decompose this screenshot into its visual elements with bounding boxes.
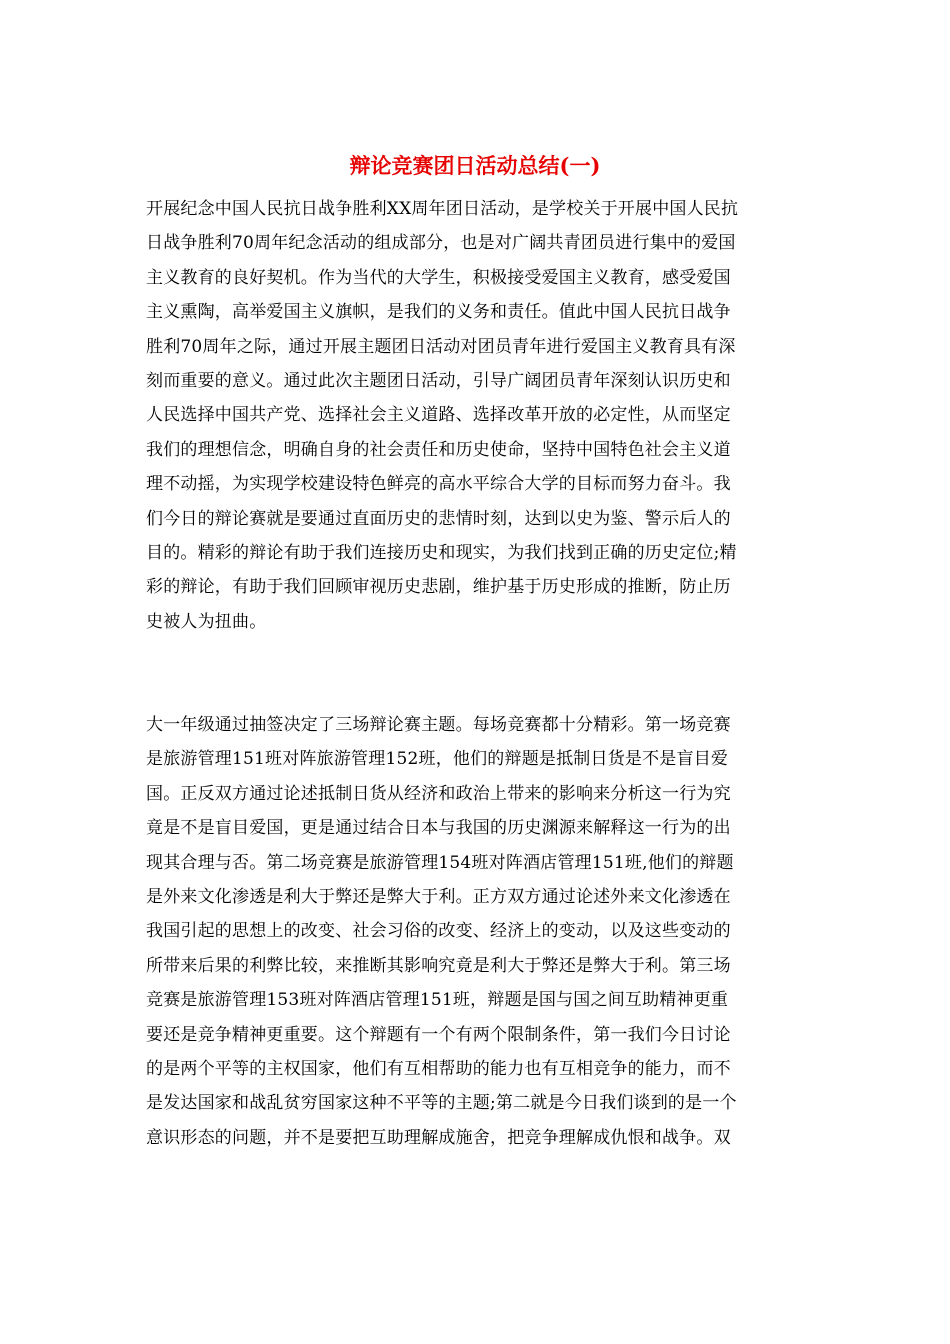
paragraph-line: 彩的辩论，有助于我们回顾审视历史悲剧，维护基于历史形成的推断，防止历 xyxy=(146,577,731,598)
paragraph-line: 竞赛是旅游管理153班对阵酒店管理151班，辩题是国与国之间互助精神更重 xyxy=(146,990,729,1011)
paragraph-line: 理不动摇，为实现学校建设特色鲜亮的高水平综合大学的目标而努力奋斗。我 xyxy=(146,474,731,495)
document-title: 辩论竞赛团日活动总结(一) xyxy=(349,153,601,178)
paragraph-line: 竟是不是盲目爱国，更是通过结合日本与我国的历史渊源来解释这一行为的出 xyxy=(146,818,731,839)
paragraph-line: 的是两个平等的主权国家，他们有互相帮助的能力也有互相竞争的能力，而不 xyxy=(146,1058,731,1079)
paragraph-line: 史被人为扭曲。 xyxy=(146,611,267,632)
paragraph-line: 主义教育的良好契机。作为当代的大学生，积极接受爱国主义教育，感受爱国 xyxy=(146,267,731,288)
paragraph-line: 意识形态的问题，并不是要把互助理解成施舍，把竞争理解成仇恨和战争。双 xyxy=(146,1127,731,1148)
paragraph-line: 开展纪念中国人民抗日战争胜利XX周年团日活动，是学校关于开展中国人民抗 xyxy=(146,199,739,219)
paragraph-line: 是外来文化渗透是利大于弊还是弊大于利。正方双方通过论述外来文化渗透在 xyxy=(146,886,731,907)
paragraph-line: 大一年级通过抽签决定了三场辩论赛主题。每场竞赛都十分精彩。第一场竞赛 xyxy=(146,715,731,735)
paragraph-line: 是旅游管理151班对阵旅游管理152班，他们的辩题是抵制日货是不是盲目爱 xyxy=(146,749,729,770)
paragraph-line: 人民选择中国共产党、选择社会主义道路、选择改革开放的必定性，从而坚定 xyxy=(146,405,731,426)
paragraph-line: 现其合理与否。第二场竞赛是旅游管理154班对阵酒店管理151班,他们的辩题 xyxy=(146,852,734,873)
paragraph-line: 我们的理想信念，明确自身的社会责任和历史使命，坚持中国特色社会主义道 xyxy=(146,439,731,460)
paragraph-line: 主义熏陶，高举爱国主义旗帜，是我们的义务和责任。值此中国人民抗日战争 xyxy=(146,302,731,323)
paragraph-line: 日战争胜利70周年纪念活动的组成部分，也是对广阔共青团员进行集中的爱国 xyxy=(146,233,736,254)
paragraph-1 xyxy=(146,192,806,639)
paragraph-2 xyxy=(146,708,806,1155)
paragraph-line: 所带来后果的利弊比较，来推断其影响究竟是利大于弊还是弊大于利。第三场 xyxy=(146,955,731,976)
paragraph-line: 目的。精彩的辩论有助于我们连接历史和现实，为我们找到正确的历史定位;精 xyxy=(146,542,737,563)
paragraph-line: 们今日的辩论赛就是要通过直面历史的悲情时刻，达到以史为鉴、警示后人的 xyxy=(146,508,731,529)
paragraph-line: 是发达国家和战乱贫穷国家这种不平等的主题;第二就是今日我们谈到的是一个 xyxy=(146,1093,737,1114)
paragraph-line: 国。正反双方通过论述抵制日货从经济和政治上带来的影响来分析这一行为究 xyxy=(146,783,731,804)
paragraph-line: 胜利70周年之际，通过开展主题团日活动对团员青年进行爱国主义教育具有深 xyxy=(146,336,736,357)
paragraph-line: 要还是竞争精神更重要。这个辩题有一个有两个限制条件，第一我们今日讨论 xyxy=(146,1024,731,1045)
paragraph-line: 刻而重要的意义。通过此次主题团日活动，引导广阔团员青年深刻认识历史和 xyxy=(146,370,731,391)
paragraph-line: 我国引起的思想上的改变、社会习俗的改变、经济上的变动，以及这些变动的 xyxy=(146,921,731,942)
